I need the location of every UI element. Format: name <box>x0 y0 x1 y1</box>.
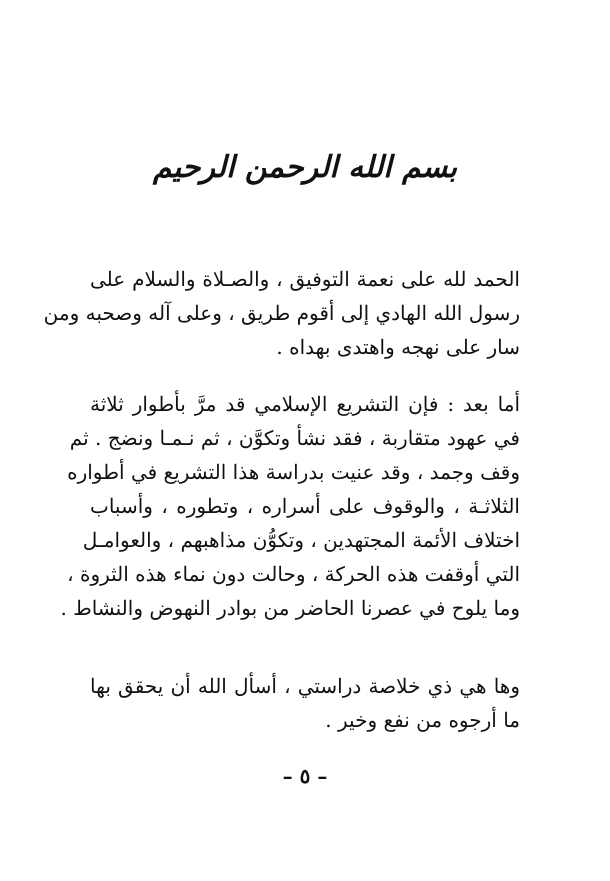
text-line: الحمد لله على نعمة التوفيق ، والصـلاة والسلام على <box>90 267 520 291</box>
paragraph-opening <box>43 262 520 364</box>
text-line: سار على نهجه واهتدى بهداه . <box>276 335 520 359</box>
text-line: ما أرجوه من نفع وخير . <box>325 708 520 732</box>
text-line: وما يلوح في عصرنا الحاضر من بوادر النهوض والنشاط . <box>60 596 520 620</box>
text-line: وقف وجمد ، وقد عنيت بدراسة هذا التشريع في أطواره <box>67 460 520 484</box>
text-line: التي أوقفت هذه الحركة ، وحالت دون نماء هذه الثروة ، <box>67 562 520 586</box>
basmala-heading: بسم الله الرحمن الرحيم <box>152 150 458 185</box>
text-line: الثلاثـة ، والوقوف على أسراره ، وتطوره ، وأسباب <box>90 494 520 518</box>
text-line: في عهود متقاربة ، فقد نشأ وتكوَّن ، ثم نـمـا ونضج . ثم <box>69 426 520 450</box>
page-number: – ٥ – <box>282 764 328 788</box>
text-line: أما بعد : فإن التشريع الإسلامي قد مرَّ بأطوار ثلاثة <box>90 392 520 416</box>
text-line: رسول الله الهادي إلى أقوم طريق ، وعلى آله وصحبه ومن <box>43 301 520 325</box>
text-line: اختلاف الأئمة المجتهدين ، وتكوُّن مذاهبهم ، والعوامـل <box>82 528 520 552</box>
paragraph-body <box>60 387 520 625</box>
text-line: وها هي ذي خلاصة دراستي ، أسأل الله أن يحقق بها <box>90 674 520 698</box>
paragraph-closing <box>90 669 520 737</box>
